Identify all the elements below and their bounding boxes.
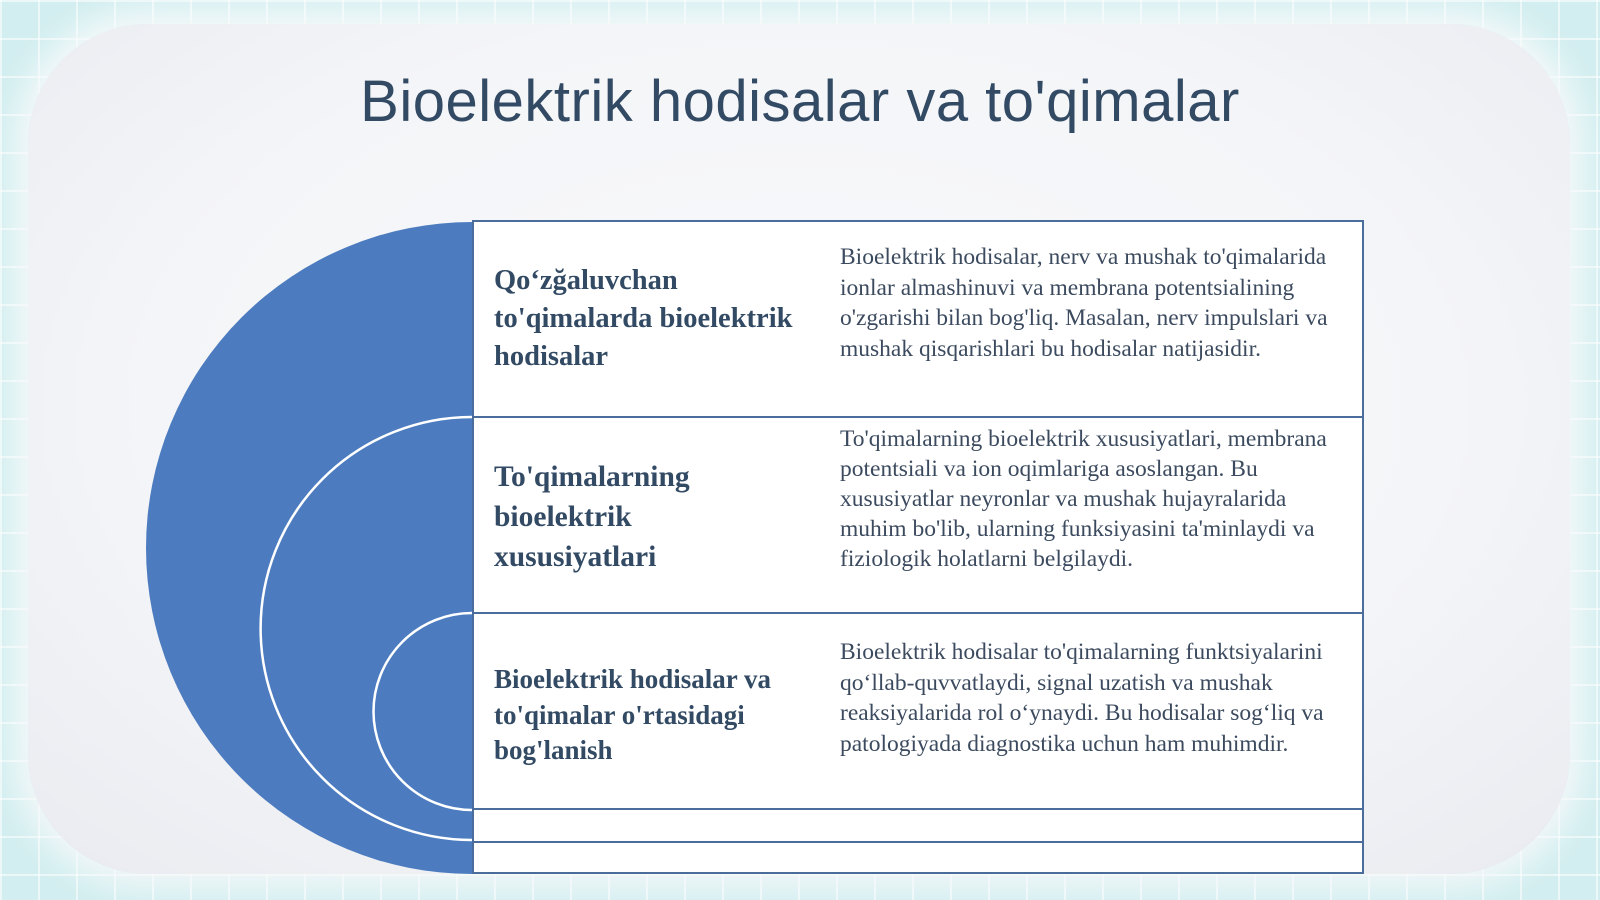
table-row <box>474 222 1362 418</box>
table-row-empty <box>474 810 1362 843</box>
row-heading: To'qimalarning bioelektrik xususiyatlari <box>494 461 690 573</box>
table-row <box>474 614 1362 810</box>
row-heading: Qo‘zğaluvchan to'qimalarda bioelektrik hodisalar <box>494 265 793 372</box>
slide-title: Bioelektrik hodisalar va to'qimalar <box>360 69 1240 134</box>
row-heading: Bioelektrik hodisalar va to'qimalar o'rtasidagi bog'lanish <box>494 664 772 765</box>
row-description: To'qimalarning bioelektrik xususiyatlari, membrana potentsiali va ion oqimlariga asoslangan. Bu xususiyatlar neyronlar va mushak hujayralarida muhim bo'lib, ularning funksiyasini ta'minlaydi va fiziologik holatlarni belgilaydi. <box>840 426 1327 572</box>
content-table <box>472 220 1364 874</box>
row-description: Bioelektrik hodisalar, nerv va mushak to'qimalarida ionlar almashinuvi va membrana potentsialining o'zgarishi bilan bog'liq. Masalan, nerv impulslari va mushak qisqarishlari bu hodisalar natijasidir. <box>840 244 1328 362</box>
table-row <box>474 418 1362 614</box>
row-description: Bioelektrik hodisalar to'qimalarning funktsiyalarini qo‘llab-quvvatlaydi, signal uzatish va mushak reaksiyalarida rol o‘ynaydi. Bu hodisalar sog‘liq va patologiyada diagnostika uchun ham muhimdir. <box>840 639 1324 757</box>
